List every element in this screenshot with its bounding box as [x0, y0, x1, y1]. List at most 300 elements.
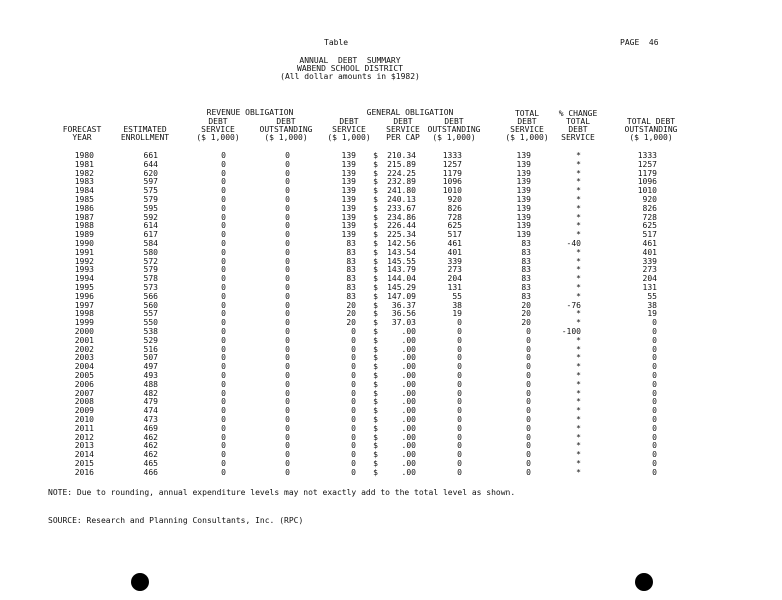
- table-cell: 0: [221, 371, 226, 380]
- table-cell: 83: [521, 247, 531, 257]
- table-cell: *: [576, 203, 581, 213]
- table-cell: 0: [285, 353, 290, 363]
- table-cell: $: [373, 309, 378, 319]
- table-cell: 38: [452, 300, 462, 310]
- table-cell: .00: [401, 450, 416, 460]
- table-cell: 232.89: [387, 177, 416, 187]
- table-cell: 0: [285, 195, 290, 204]
- table-cell: 0: [457, 406, 462, 416]
- table-cell: 0: [221, 151, 226, 160]
- table-cell: 1992: [74, 256, 94, 266]
- table-cell: 0: [351, 441, 356, 451]
- table-cell: 0: [351, 423, 356, 433]
- table-cell: *: [576, 247, 581, 257]
- table-cell: 461: [447, 239, 462, 248]
- table-cell: 0: [526, 432, 531, 442]
- table-cell: 0: [221, 274, 226, 284]
- table-cell: 2010: [74, 415, 94, 424]
- table-cell: .00: [401, 388, 416, 398]
- table-cell: 0: [285, 344, 290, 354]
- table-cell: *: [576, 406, 581, 416]
- table-cell: 0: [351, 388, 356, 398]
- table-cell: 0: [285, 151, 290, 160]
- table-cell: 20: [521, 318, 531, 328]
- table-cell: 20: [521, 300, 531, 310]
- table-cell: 0: [351, 379, 356, 389]
- table-cell: 0: [457, 432, 462, 442]
- table-cell: 0: [285, 291, 290, 301]
- table-cell: 0: [652, 406, 657, 416]
- table-cell: $: [373, 247, 378, 257]
- table-cell: 139: [341, 203, 356, 213]
- table-cell: 139: [516, 195, 531, 204]
- table-cell: 139: [516, 230, 531, 240]
- table-cell: 497: [143, 362, 158, 372]
- table-cell: 1333: [442, 151, 462, 160]
- table-cell: 0: [285, 371, 290, 380]
- table-cell: 0: [221, 265, 226, 275]
- table-cell: 0: [221, 300, 226, 310]
- table-cell: $: [373, 203, 378, 213]
- table-cell: 2006: [74, 379, 94, 389]
- table-cell: 0: [221, 239, 226, 248]
- table-cell: 0: [526, 335, 531, 345]
- table-cell: 83: [346, 256, 356, 266]
- table-cell: $: [373, 168, 378, 178]
- table-cell: 1179: [637, 168, 657, 178]
- table-cell: 1096: [442, 177, 462, 187]
- column-header-line: ESTIMATED: [123, 125, 167, 134]
- table-cell: 0: [285, 467, 290, 477]
- table-cell: 83: [521, 256, 531, 266]
- table-cell: 0: [285, 388, 290, 398]
- table-cell: 0: [526, 327, 531, 336]
- column-header-line: SERVICE: [510, 125, 544, 134]
- column-header-line: DEBT: [393, 117, 413, 126]
- table-cell: 2011: [74, 423, 94, 433]
- table-cell: $: [373, 177, 378, 187]
- table-cell: 0: [221, 230, 226, 240]
- table-cell: 401: [642, 247, 657, 257]
- table-cell: .00: [401, 406, 416, 416]
- column-header-line: ENROLLMENT: [120, 133, 170, 142]
- table-cell: 0: [652, 459, 657, 468]
- table-cell: 0: [351, 371, 356, 380]
- table-cell: 55: [452, 291, 462, 301]
- table-cell: 139: [341, 186, 356, 196]
- table-cell: 579: [143, 195, 158, 204]
- table-cell: *: [576, 450, 581, 460]
- table-cell: 580: [143, 247, 158, 257]
- table-cell: 479: [143, 397, 158, 407]
- table-cell: 1984: [74, 186, 94, 196]
- table-cell: 36.37: [391, 300, 416, 310]
- column-header-line: TOTAL: [565, 117, 591, 126]
- table-cell: $: [373, 230, 378, 240]
- table-cell: 204: [447, 274, 462, 284]
- table-cell: 507: [143, 353, 158, 363]
- table-cell: 1983: [74, 177, 94, 187]
- column-header-line: DEBT: [339, 117, 359, 126]
- table-cell: 0: [351, 397, 356, 407]
- table-cell: 1179: [442, 168, 462, 178]
- table-cell: 0: [526, 423, 531, 433]
- table-cell: 0: [457, 467, 462, 477]
- table-cell: 517: [447, 230, 462, 240]
- column-header-line: ($ 1,000): [196, 133, 240, 142]
- table-cell: $: [373, 239, 378, 248]
- table-cell: 0: [652, 441, 657, 451]
- table-cell: 579: [143, 265, 158, 275]
- table-cell: *: [576, 177, 581, 187]
- table-cell: 83: [521, 291, 531, 301]
- column-header-line: SERVICE: [561, 133, 595, 142]
- table-cell: 0: [457, 397, 462, 407]
- table-cell: 2007: [74, 388, 94, 398]
- table-cell: 1999: [74, 318, 94, 328]
- table-cell: 0: [285, 177, 290, 187]
- table-cell: 20: [521, 309, 531, 319]
- table-cell: .00: [401, 459, 416, 468]
- table-cell: 1096: [637, 177, 657, 187]
- table-cell: 473: [143, 415, 158, 424]
- column-header-line: ($ 1,000): [264, 133, 308, 142]
- table-cell: 0: [285, 159, 290, 169]
- table-cell: 0: [221, 362, 226, 372]
- table-cell: 0: [351, 406, 356, 416]
- table-cell: 210.34: [387, 151, 416, 160]
- table-cell: 516: [143, 344, 158, 354]
- table-cell: 0: [221, 459, 226, 468]
- table-cell: $: [373, 186, 378, 196]
- table-cell: 0: [652, 432, 657, 442]
- table-cell: 0: [351, 467, 356, 477]
- table-cell: 0: [652, 344, 657, 354]
- table-cell: 234.86: [387, 212, 416, 222]
- table-cell: 0: [652, 397, 657, 407]
- table-cell: 538: [143, 327, 158, 336]
- table-cell: $: [373, 195, 378, 204]
- table-cell: 1257: [442, 159, 462, 169]
- table-cell: 0: [221, 344, 226, 354]
- table-cell: 466: [143, 467, 158, 477]
- group-header-general: GENERAL OBLIGATION: [366, 108, 454, 117]
- table-cell: 83: [521, 274, 531, 284]
- table-cell: 2000: [74, 327, 94, 336]
- table-cell: 19: [647, 309, 657, 319]
- table-cell: 2003: [74, 353, 94, 363]
- table-cell: 572: [143, 256, 158, 266]
- table-cell: 826: [447, 203, 462, 213]
- table-cell: 557: [143, 309, 158, 319]
- column-header-line: ($ 1,000): [505, 133, 549, 142]
- table-cell: 2008: [74, 397, 94, 407]
- table-cell: 2012: [74, 432, 94, 442]
- table-cell: 0: [285, 300, 290, 310]
- column-header-line: DEBT: [444, 117, 464, 126]
- table-cell: 145.55: [387, 256, 416, 266]
- table-cell: 0: [221, 291, 226, 301]
- table-cell: 0: [526, 467, 531, 477]
- column-header-line: SERVICE: [201, 125, 235, 134]
- table-cell: 0: [351, 327, 356, 336]
- table-cell: *: [576, 388, 581, 398]
- table-cell: 0: [221, 388, 226, 398]
- table-cell: 0: [285, 212, 290, 222]
- column-header-line: SERVICE: [386, 125, 420, 134]
- column-header-line: OUTSTANDING: [259, 125, 313, 134]
- column-header-line: YEAR: [72, 133, 92, 142]
- table-cell: 2009: [74, 406, 94, 416]
- table-cell: $: [373, 335, 378, 345]
- table-cell: $: [373, 353, 378, 363]
- table-cell: 0: [221, 212, 226, 222]
- table-cell: 0: [285, 186, 290, 196]
- punch-hole-left: [131, 573, 149, 591]
- table-cell: 0: [285, 335, 290, 345]
- column-header-line: FORECAST: [62, 125, 102, 134]
- table-cell: *: [576, 195, 581, 204]
- table-cell: 38: [647, 300, 657, 310]
- table-cell: $: [373, 291, 378, 301]
- table-cell: 0: [526, 379, 531, 389]
- table-cell: 20: [346, 318, 356, 328]
- table-cell: $: [373, 467, 378, 477]
- table-cell: 0: [351, 362, 356, 372]
- table-cell: 462: [143, 450, 158, 460]
- table-cell: 83: [521, 283, 531, 292]
- table-cell: 0: [652, 335, 657, 345]
- table-cell: 83: [346, 239, 356, 248]
- table-cell: 139: [341, 177, 356, 187]
- table-cell: 144.04: [387, 274, 416, 284]
- table-cell: .00: [401, 335, 416, 345]
- table-cell: 0: [652, 388, 657, 398]
- table-cell: 0: [285, 283, 290, 292]
- table-cell: 0: [351, 459, 356, 468]
- table-cell: .00: [401, 423, 416, 433]
- table-cell: 0: [285, 450, 290, 460]
- table-cell: 0: [221, 159, 226, 169]
- table-cell: 0: [457, 344, 462, 354]
- column-header-line: ($ 1,000): [327, 133, 371, 142]
- table-cell: 0: [285, 379, 290, 389]
- table-cell: 728: [447, 212, 462, 222]
- table-cell: 143.54: [387, 247, 416, 257]
- table-cell: 139: [516, 177, 531, 187]
- table-cell: 0: [457, 423, 462, 433]
- table-cell: 339: [447, 256, 462, 266]
- doc-label: Table: [324, 38, 349, 47]
- table-cell: 55: [647, 291, 657, 301]
- table-cell: 83: [521, 239, 531, 248]
- table-cell: *: [576, 415, 581, 424]
- table-cell: 0: [221, 327, 226, 336]
- table-cell: 2001: [74, 335, 94, 345]
- table-cell: *: [576, 159, 581, 169]
- table-cell: 0: [526, 353, 531, 363]
- table-cell: 139: [516, 221, 531, 231]
- table-cell: 0: [221, 406, 226, 416]
- table-cell: 0: [285, 265, 290, 275]
- table-cell: 1986: [74, 203, 94, 213]
- table-cell: $: [373, 327, 378, 336]
- table-cell: 1985: [74, 195, 94, 204]
- table-cell: .00: [401, 371, 416, 380]
- table-cell: 0: [221, 467, 226, 477]
- column-header-line: ($ 1,000): [432, 133, 476, 142]
- table-cell: 226.44: [387, 221, 416, 231]
- table-cell: 0: [221, 397, 226, 407]
- table-cell: 920: [447, 195, 462, 204]
- table-cell: *: [576, 335, 581, 345]
- table-cell: 131: [642, 283, 657, 292]
- column-header-line: DEBT: [517, 117, 537, 126]
- column-header-line: OUTSTANDING: [624, 125, 678, 134]
- table-cell: .00: [401, 353, 416, 363]
- table-cell: 0: [221, 379, 226, 389]
- table-cell: 0: [652, 318, 657, 328]
- table-cell: 147.09: [387, 291, 416, 301]
- table-cell: 0: [285, 221, 290, 231]
- table-cell: 0: [221, 353, 226, 363]
- table-cell: 83: [346, 247, 356, 257]
- table-cell: 0: [351, 432, 356, 442]
- table-cell: $: [373, 362, 378, 372]
- table-cell: .00: [401, 379, 416, 389]
- column-header-line: TOTAL: [514, 109, 540, 118]
- table-cell: 0: [351, 450, 356, 460]
- table-cell: *: [576, 379, 581, 389]
- column-header-line: DEBT: [276, 117, 296, 126]
- table-cell: *: [576, 432, 581, 442]
- table-cell: .00: [401, 344, 416, 354]
- table-cell: 139: [341, 168, 356, 178]
- table-cell: 19: [452, 309, 462, 319]
- table-cell: 1995: [74, 283, 94, 292]
- table-cell: 0: [457, 415, 462, 424]
- table-cell: 625: [642, 221, 657, 231]
- table-cell: 625: [447, 221, 462, 231]
- table-cell: 0: [221, 283, 226, 292]
- table-cell: 0: [285, 459, 290, 468]
- table-cell: 488: [143, 379, 158, 389]
- table-cell: 0: [652, 371, 657, 380]
- table-cell: *: [576, 318, 581, 328]
- table-cell: 2015: [74, 459, 94, 468]
- table-cell: *: [576, 221, 581, 231]
- table-cell: 0: [652, 467, 657, 477]
- table-cell: 578: [143, 274, 158, 284]
- table-cell: 0: [221, 168, 226, 178]
- table-cell: 273: [642, 265, 657, 275]
- table-cell: 0: [285, 168, 290, 178]
- table-cell: 0: [221, 450, 226, 460]
- table-cell: -76: [566, 300, 581, 310]
- table-cell: 1010: [637, 186, 657, 196]
- table-cell: 517: [642, 230, 657, 240]
- table-cell: 0: [285, 423, 290, 433]
- table-cell: $: [373, 159, 378, 169]
- table-cell: 20: [346, 309, 356, 319]
- table-cell: 1996: [74, 291, 94, 301]
- table-cell: 0: [221, 203, 226, 213]
- column-header-line: ($ 1,000): [629, 133, 673, 142]
- table-cell: 37.03: [391, 318, 416, 328]
- table-cell: 1257: [637, 159, 657, 169]
- table-cell: 145.29: [387, 283, 416, 292]
- table-cell: $: [373, 397, 378, 407]
- table-cell: $: [373, 221, 378, 231]
- table-cell: 462: [143, 432, 158, 442]
- table-cell: 1993: [74, 265, 94, 275]
- table-cell: 550: [143, 318, 158, 328]
- table-cell: 575: [143, 186, 158, 196]
- table-cell: 0: [652, 423, 657, 433]
- punch-hole-right: [635, 573, 653, 591]
- table-cell: *: [576, 423, 581, 433]
- table-cell: 0: [285, 318, 290, 328]
- table-cell: 233.67: [387, 203, 416, 213]
- table-cell: 0: [526, 406, 531, 416]
- table-cell: .00: [401, 362, 416, 372]
- table-cell: 0: [221, 186, 226, 196]
- table-cell: 0: [285, 309, 290, 319]
- table-cell: 592: [143, 212, 158, 222]
- table-cell: 143.79: [387, 265, 416, 275]
- table-cell: 1997: [74, 300, 94, 310]
- table-cell: 0: [652, 353, 657, 363]
- table-cell: *: [576, 151, 581, 160]
- table-cell: 1982: [74, 168, 94, 178]
- table-cell: 0: [457, 362, 462, 372]
- table-cell: 0: [285, 441, 290, 451]
- table-cell: 240.13: [387, 195, 416, 204]
- table-cell: $: [373, 265, 378, 275]
- table-cell: 469: [143, 423, 158, 433]
- table-cell: 0: [285, 432, 290, 442]
- table-cell: 204: [642, 274, 657, 284]
- table-cell: 83: [346, 283, 356, 292]
- table-cell: 462: [143, 441, 158, 451]
- table-cell: 0: [526, 397, 531, 407]
- table-cell: 617: [143, 230, 158, 240]
- table-cell: $: [373, 379, 378, 389]
- table-cell: 139: [516, 159, 531, 169]
- table-cell: 401: [447, 247, 462, 257]
- side-page-label: [0, 270, 1, 300]
- table-cell: 0: [457, 459, 462, 468]
- table-cell: 0: [285, 406, 290, 416]
- table-cell: 241.80: [387, 186, 416, 196]
- table-cell: 139: [516, 168, 531, 178]
- table-cell: 1987: [74, 212, 94, 222]
- page-number: PAGE 46: [620, 38, 659, 47]
- table-title: ANNUAL DEBT SUMMARY: [299, 56, 401, 65]
- table-cell: *: [576, 274, 581, 284]
- table-cell: 83: [346, 265, 356, 275]
- table-cell: .00: [401, 327, 416, 336]
- table-cell: 0: [457, 379, 462, 389]
- table-cell: 2004: [74, 362, 94, 372]
- table-cell: 139: [341, 212, 356, 222]
- table-cell: *: [576, 186, 581, 196]
- table-cell: 0: [457, 371, 462, 380]
- table-units-note: (All dollar amounts in $1982): [280, 72, 420, 81]
- table-cell: 0: [652, 362, 657, 372]
- table-cell: .00: [401, 441, 416, 451]
- table-cell: 225.34: [387, 230, 416, 240]
